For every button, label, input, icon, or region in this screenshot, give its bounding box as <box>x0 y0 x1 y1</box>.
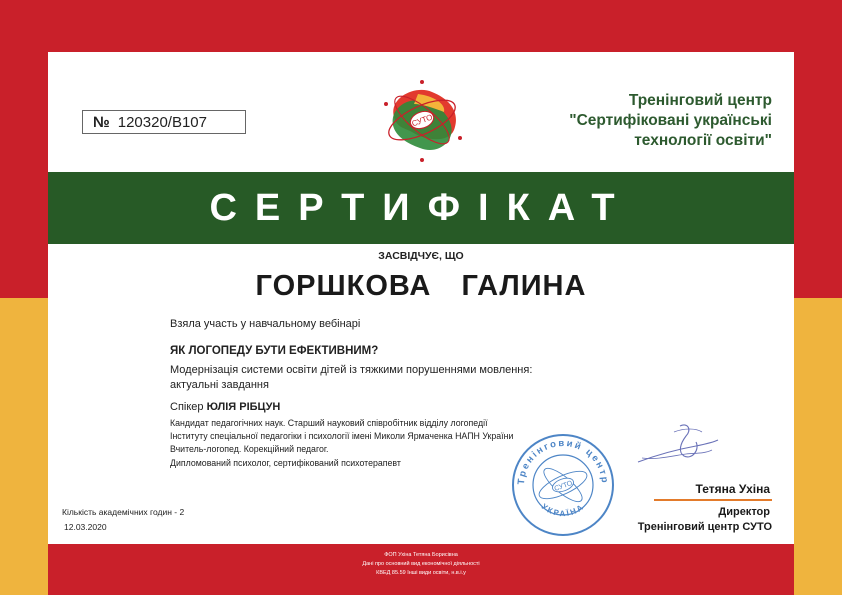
footer-line: КВЕД 85.59 Інші види освіти, н.в.і.у <box>376 570 466 576</box>
academic-hours: Кількість академічних годин - 2 <box>62 507 185 517</box>
webinar-subtitle-line-2: актуальні завдання <box>170 379 269 391</box>
center-name-line-1: Тренінговий центр <box>628 92 772 109</box>
svg-text:УКРАЇНА <box>540 502 586 518</box>
center-name-line-2: "Сертифіковані українські <box>569 112 772 129</box>
signature-line <box>654 499 772 501</box>
speaker-prefix: Спікер <box>170 401 207 413</box>
number-symbol: № <box>93 113 110 131</box>
webinar-title: ЯК ЛОГОПЕДУ БУТИ ЕФЕКТИВНИМ? <box>170 345 379 357</box>
speaker-line <box>170 401 280 413</box>
seal-bottom-text: УКРАЇНА <box>539 501 587 519</box>
signer-name: Тетяна Ухіна <box>695 482 770 496</box>
suto-logo-icon <box>374 74 470 166</box>
seal-center-text: СУТО <box>553 479 574 493</box>
certificate-number: 120320/В107 <box>117 113 207 131</box>
recipient-name: ГОРШКОВА ГАЛИНА <box>255 270 587 302</box>
certifies-label: ЗАСВІДЧУЄ, ЩО <box>378 250 464 262</box>
certificate-title-band <box>48 172 794 244</box>
speaker-credential: Вчитель-логопед. Корекційний педагог. <box>170 444 329 454</box>
footer-band <box>48 544 794 595</box>
signature-icon <box>634 420 720 470</box>
speaker-credential: Інституту спеціальної педагогіки і психології імені Миколи Ярмаченка НАПН України <box>170 431 514 441</box>
training-center-name <box>492 91 772 151</box>
webinar-subtitle-line-1: Модернізація системи освіти дітей із тяжкими порушеннями мовлення: <box>170 364 533 376</box>
participation-text: Взяла участь у навчальному вебінарі <box>170 318 361 330</box>
signer-role: Директор <box>718 506 770 518</box>
seal-top-text: Тренінговий центр <box>515 437 611 486</box>
speaker-credential: Кандидат педагогічних наук. Старший науковий співробітник відділу логопедії <box>170 418 488 428</box>
speaker-credential: Дипломований психолог, сертифікований психотерапевт <box>170 458 401 468</box>
issue-date: 12.03.2020 <box>64 522 107 532</box>
center-name-line-3: технології освіти" <box>634 132 772 149</box>
footer-line: Дані про основний вид економічної діяльності <box>362 561 480 567</box>
footer-line: ФОП Ухіна Тетяна Борисівна <box>384 552 458 558</box>
speaker-name: ЮЛІЯ РІБЦУН <box>206 401 281 413</box>
certificate-title: СЕРТИФІКАТ <box>209 186 633 229</box>
logo-text: СУТО <box>410 112 434 129</box>
signer-organization: Тренінговий центр СУТО <box>637 521 772 533</box>
svg-text:Тренінговий центр <box>516 438 610 485</box>
certificate-number-box <box>82 110 246 134</box>
